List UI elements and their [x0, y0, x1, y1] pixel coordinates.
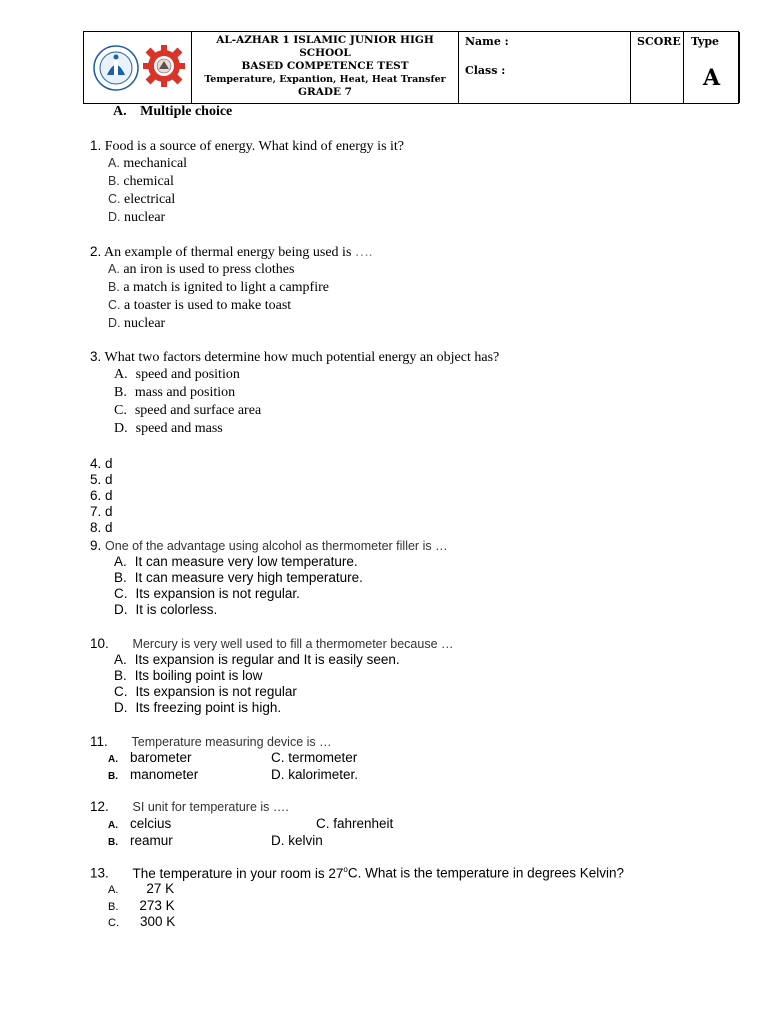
question-number: 1.: [90, 138, 102, 153]
school-name: AL-AZHAR 1 ISLAMIC JUNIOR HIGH SCHOOL: [216, 34, 434, 59]
question-number: 3.: [90, 349, 102, 364]
option-text: celcius: [130, 816, 172, 831]
option-text: 27 K: [146, 881, 175, 896]
question-13: [90, 865, 624, 881]
question-6: [90, 488, 113, 503]
option[interactable]: [108, 210, 165, 226]
option[interactable]: [114, 385, 235, 401]
option-letter: C.: [114, 403, 127, 418]
question-number: 5.: [90, 472, 102, 487]
option[interactable]: [114, 700, 281, 715]
option-text: nuclear: [124, 316, 166, 331]
question-9: [90, 538, 448, 553]
test-name: BASED COMPETENCE TEST: [241, 60, 409, 72]
question-10: [90, 636, 454, 651]
option-letter: D.: [108, 316, 121, 330]
name-label: Name :: [465, 35, 509, 48]
option-text: manometer: [130, 767, 199, 782]
question-number: 6.: [90, 488, 102, 503]
option-text: chemical: [123, 174, 174, 189]
question-2: [90, 244, 372, 261]
type-label: Type: [691, 35, 720, 48]
section-title: Multiple choice: [140, 104, 233, 119]
option-text: nuclear: [124, 210, 166, 225]
option-letter: A.: [108, 262, 120, 276]
option-text: mechanical: [123, 156, 188, 171]
option-text: mass and position: [134, 385, 236, 400]
option-text: It is colorless.: [135, 602, 218, 617]
question-text: d: [105, 488, 113, 503]
option-text: 300 K: [140, 914, 176, 929]
option-letter: A.: [108, 754, 118, 765]
degree-sign: o: [343, 865, 348, 874]
option-letter: A.: [114, 367, 128, 382]
option[interactable]: [114, 570, 363, 585]
option[interactable]: [108, 767, 198, 782]
question-number: 7.: [90, 504, 102, 519]
gear-logo-icon: [142, 44, 186, 88]
option[interactable]: [316, 816, 393, 831]
option[interactable]: [271, 750, 357, 765]
question-7: [90, 504, 113, 519]
option[interactable]: [108, 833, 173, 848]
option[interactable]: [108, 816, 171, 831]
option[interactable]: [271, 767, 358, 782]
option-text: electrical: [124, 192, 176, 207]
option-text: Its boiling point is low: [134, 668, 263, 683]
option[interactable]: [114, 586, 300, 601]
question-number: 2.: [90, 244, 102, 259]
option[interactable]: [114, 421, 223, 437]
option[interactable]: [114, 403, 261, 419]
option-text: D. kalorimeter.: [271, 767, 359, 782]
option[interactable]: [114, 652, 400, 667]
option-letter: B.: [108, 280, 120, 294]
question-8: [90, 520, 113, 535]
score-cell: [631, 32, 684, 103]
option[interactable]: [114, 602, 217, 617]
option-letter: D.: [114, 421, 128, 436]
question-text: Temperature measuring device is …: [131, 735, 332, 749]
question-text: Food is a source of energy. What kind of energy is it?: [104, 139, 405, 154]
option-letter: B.: [108, 837, 118, 848]
question-text: Mercury is very well used to fill a thermometer because …: [132, 637, 454, 651]
question-text: d: [105, 520, 113, 535]
question-text: d: [105, 456, 113, 471]
logo-cell: [84, 32, 192, 103]
option[interactable]: [108, 174, 174, 190]
question-text: An example of thermal energy being used is: [104, 245, 352, 260]
option-text: reamur: [130, 833, 173, 848]
option-text: 273 K: [139, 898, 175, 913]
question-number: 13.: [90, 865, 109, 881]
option-letter: B.: [108, 771, 118, 782]
type-value: A: [702, 65, 721, 91]
question-text: One of the advantage using alcohol as thermometer filler is …: [105, 539, 448, 553]
option[interactable]: [108, 156, 187, 172]
class-label: Class :: [465, 64, 506, 77]
grade: GRADE 7: [298, 86, 352, 98]
option-text: a toaster is used to make toast: [124, 298, 292, 313]
option-text: Its expansion is not regular: [135, 684, 297, 699]
question-4: [90, 456, 113, 471]
option[interactable]: [108, 881, 174, 896]
type-cell: [684, 32, 740, 103]
option-text: It can measure very low temperature.: [134, 554, 358, 569]
option[interactable]: [108, 192, 175, 208]
option-letter: B.: [114, 385, 127, 400]
option-letter: A.: [108, 884, 119, 896]
question-1: [90, 138, 404, 155]
question-text: The temperature in your room is 27: [132, 865, 344, 881]
option-letter: D.: [114, 602, 128, 617]
option-text: D. kelvin: [271, 833, 323, 848]
option-text: It can measure very high temperature.: [134, 570, 363, 585]
option-text: an iron is used to press clothes: [123, 262, 295, 277]
option-letter: C.: [108, 192, 121, 206]
option-letter: C.: [108, 298, 121, 312]
option-text: speed and position: [135, 367, 240, 382]
option-letter: D.: [108, 210, 121, 224]
option[interactable]: [108, 280, 329, 296]
topics: Temperature, Expantion, Heat, Heat Transfer: [204, 74, 446, 85]
option-letter: A.: [114, 554, 127, 569]
question-text: SI unit for temperature is ….: [132, 800, 289, 814]
option-text: speed and surface area: [134, 403, 262, 418]
question-number: 10.: [90, 636, 109, 651]
option-text: a match is ignited to light a campfire: [123, 280, 329, 295]
option-letter: C.: [108, 917, 119, 929]
question-text: d: [105, 472, 113, 487]
option-letter: B.: [108, 174, 120, 188]
option[interactable]: [271, 833, 323, 848]
ellipsis: ….: [354, 245, 373, 260]
question-number: 12.: [90, 799, 109, 814]
option[interactable]: [108, 262, 294, 278]
option-text: barometer: [130, 750, 192, 765]
question-text: d: [105, 504, 113, 519]
question-12: [90, 799, 289, 814]
option-letter: A.: [114, 652, 127, 667]
option[interactable]: [108, 298, 291, 314]
option-letter: C.: [114, 586, 128, 601]
question-3: [90, 349, 499, 366]
question-number: 8.: [90, 520, 102, 535]
option-letter: A.: [108, 156, 120, 170]
option-text: Its expansion is not regular.: [135, 586, 300, 601]
option[interactable]: [114, 554, 358, 569]
question-5: [90, 472, 113, 487]
option[interactable]: [108, 316, 165, 332]
option-letter: B.: [114, 570, 127, 585]
option[interactable]: [114, 668, 262, 683]
question-number: 9.: [90, 538, 102, 553]
option-letter: B.: [114, 668, 127, 683]
question-text: What two factors determine how much potential energy an object has?: [104, 350, 500, 365]
option-text: Its freezing point is high.: [135, 700, 282, 715]
option[interactable]: [114, 684, 297, 699]
question-11: [90, 734, 332, 749]
option-text: speed and mass: [135, 421, 223, 436]
name-class-cell[interactable]: [459, 32, 631, 103]
header-table: [83, 31, 739, 104]
option-text: C. termometer: [271, 750, 358, 765]
question-text-end: C. What is the temperature in degrees Kelvin?: [347, 865, 624, 881]
option[interactable]: [108, 750, 192, 765]
option[interactable]: [108, 914, 175, 929]
option-letter: B.: [108, 901, 119, 913]
question-number: 11.: [90, 734, 108, 749]
option-text: C. fahrenheit: [316, 816, 394, 831]
option-text: Its expansion is regular and It is easily seen.: [134, 652, 400, 667]
score-label: SCORE: [637, 35, 681, 48]
option-letter: D.: [114, 700, 128, 715]
section-heading: [113, 104, 232, 120]
title-cell: [192, 32, 459, 103]
question-number: 4.: [90, 456, 102, 471]
option[interactable]: [108, 898, 175, 913]
option-letter: A.: [108, 820, 118, 831]
school-logo-icon: [93, 45, 139, 91]
section-letter: A.: [113, 104, 127, 119]
option[interactable]: [114, 367, 240, 383]
option-letter: C.: [114, 684, 128, 699]
